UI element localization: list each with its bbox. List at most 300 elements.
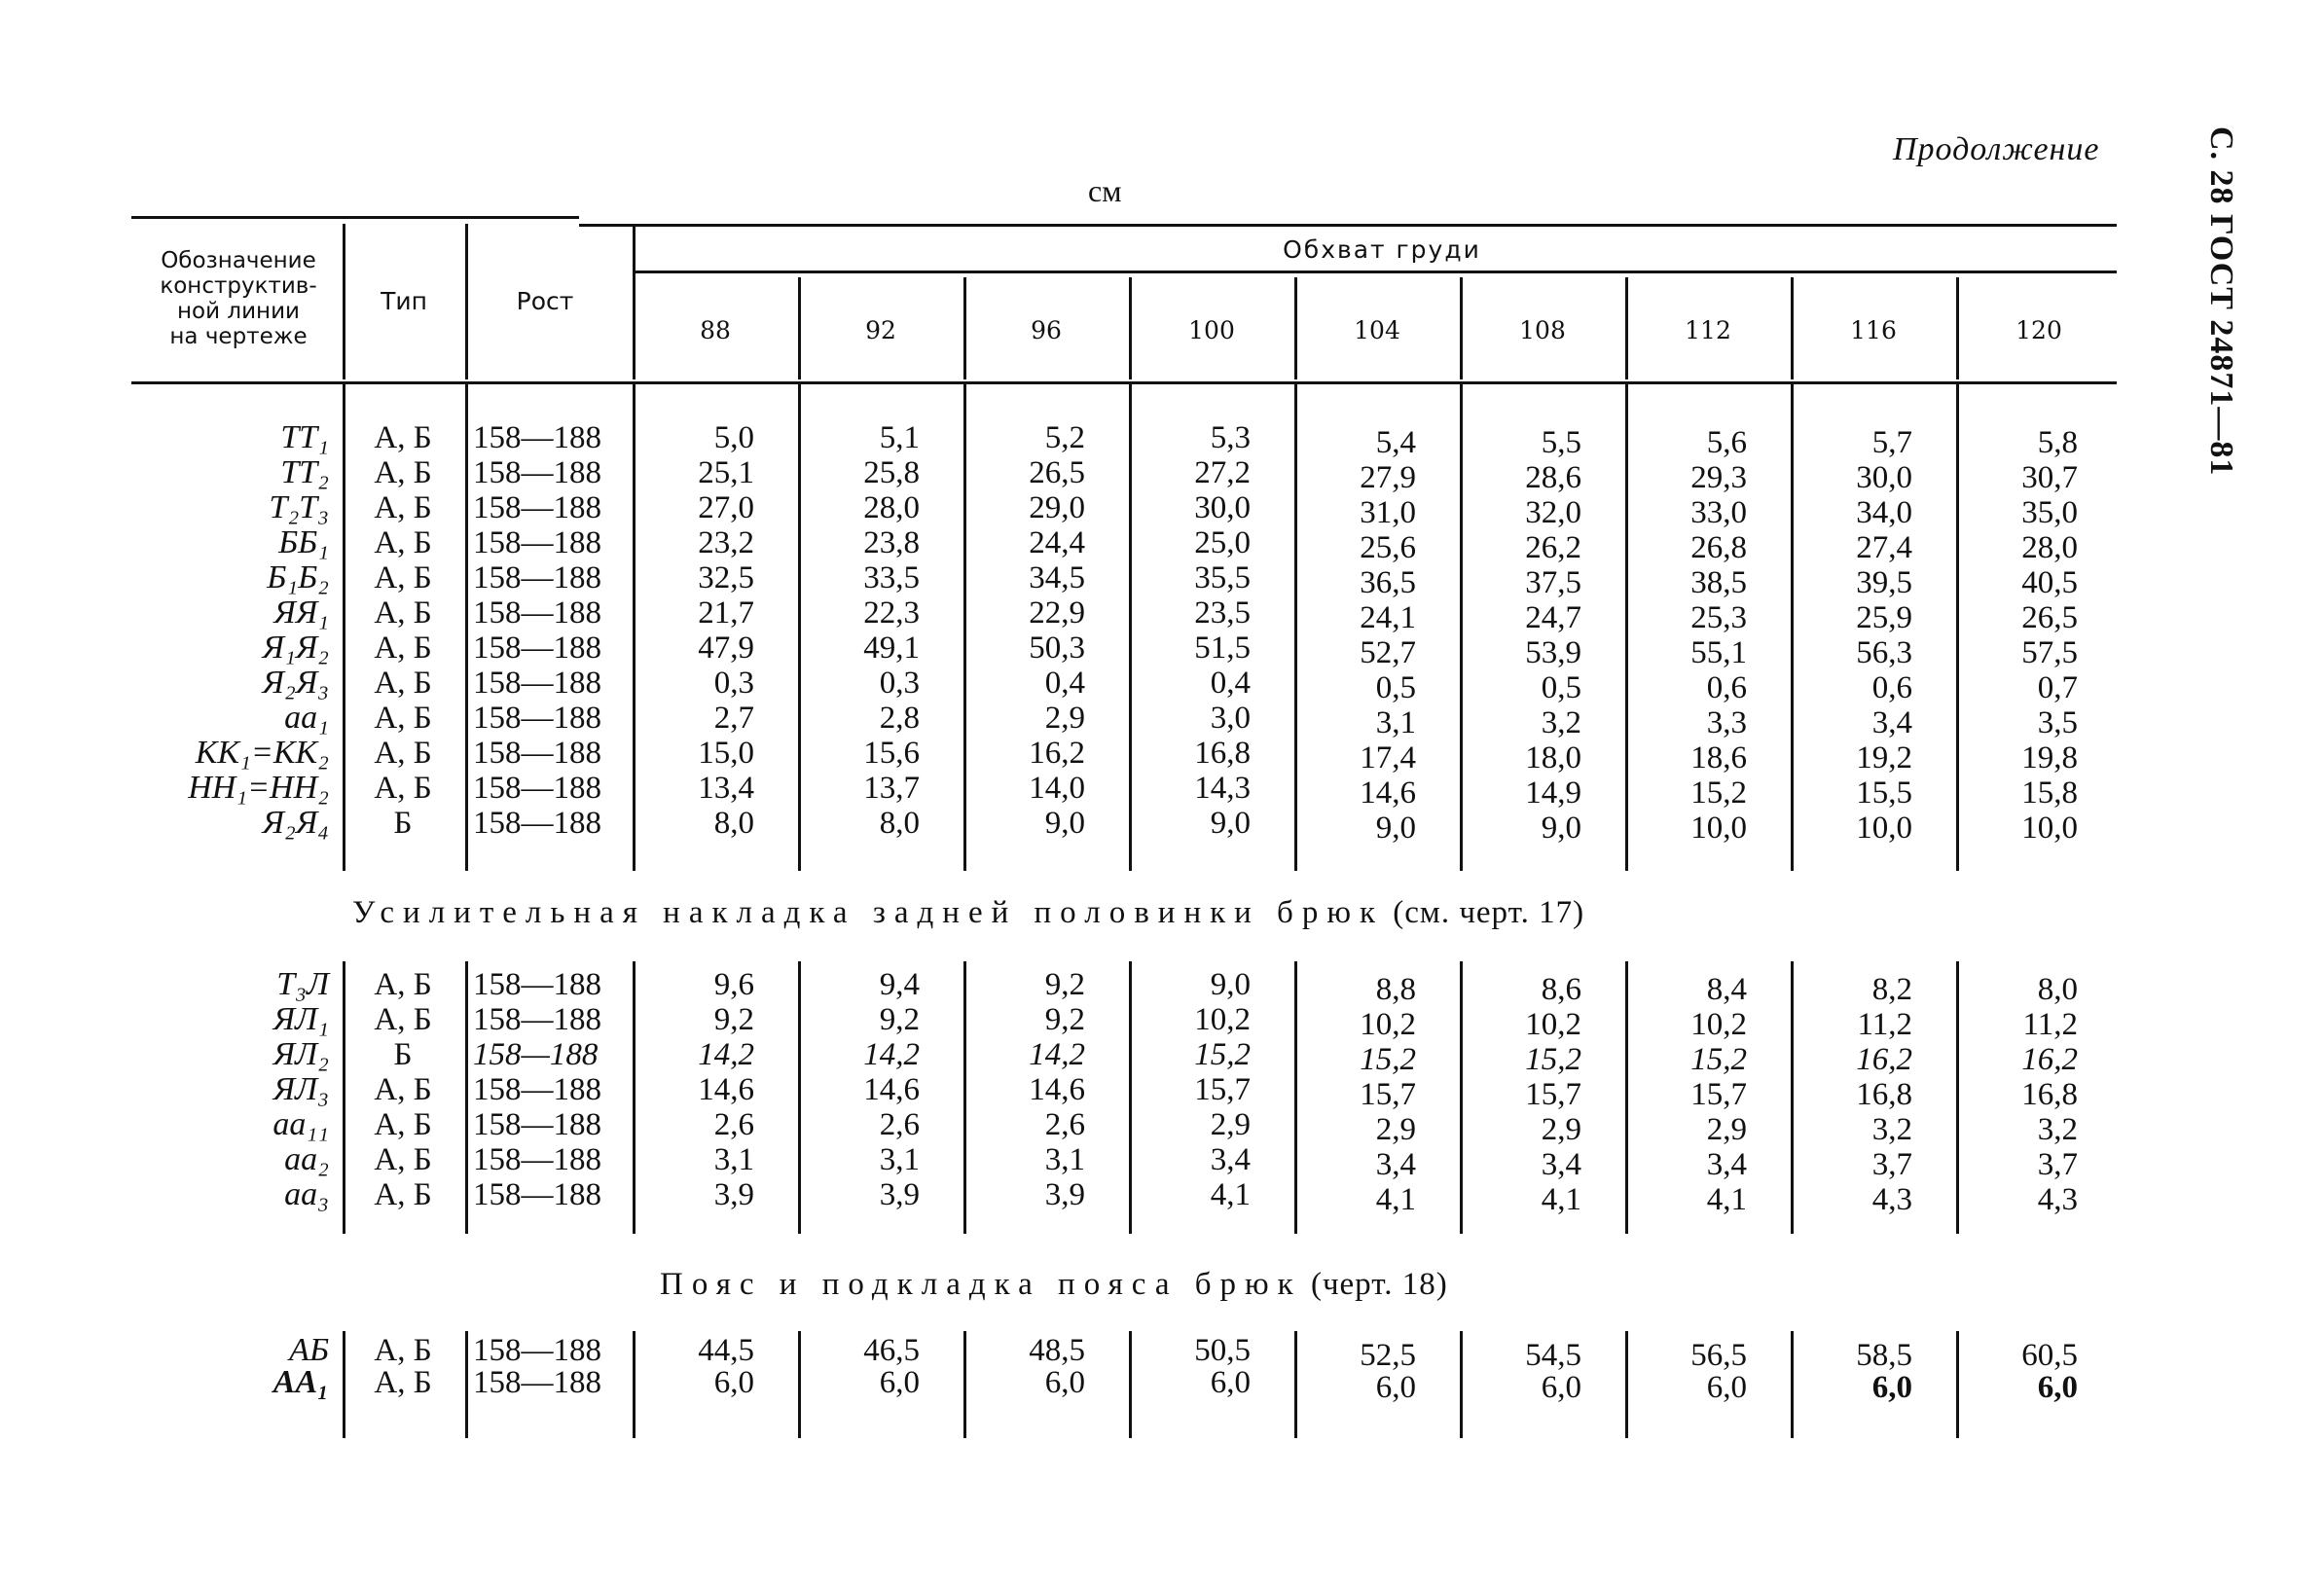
table-cell: 14,6	[1360, 775, 1416, 811]
table-cell: 15,2	[1690, 1042, 1747, 1077]
header-designation-line: на чертеже	[169, 324, 308, 349]
table-cell: 25,8	[863, 455, 920, 490]
table-cell: 9,0	[1210, 806, 1251, 841]
table-cell: 3,3	[1706, 705, 1747, 740]
row-height: 158—188	[473, 967, 601, 1002]
body-column-rule	[1460, 384, 1463, 871]
table-cell: 5,3	[1210, 420, 1251, 455]
table-cell: 57,5	[2021, 635, 2078, 670]
table-cell: 55,1	[1690, 635, 1747, 670]
row-type: А, Б	[374, 1107, 432, 1142]
table-cell: 29,0	[1029, 490, 1085, 525]
row-label: KK₁=KK₂	[195, 735, 329, 771]
table-cell: 9,0	[1375, 811, 1416, 846]
table-cell: 14,6	[863, 1072, 920, 1107]
table-cell: 33,0	[1690, 495, 1747, 530]
row-type: А, Б	[374, 1365, 432, 1400]
table-cell: 13,7	[863, 771, 920, 806]
table-cell: 15,8	[2021, 775, 2078, 811]
row-label: ЯЛ₁	[272, 1001, 329, 1037]
table-cell: 10,2	[1360, 1007, 1416, 1042]
table-cell: 44,5	[698, 1333, 754, 1368]
row-label: Я₂Я₃	[262, 665, 329, 701]
table-cell: 30,7	[2021, 460, 2078, 495]
table-cell: 9,2	[1044, 967, 1085, 1002]
table-cell: 26,8	[1690, 530, 1747, 565]
table-cell: 27,2	[1194, 455, 1251, 490]
table-cell: 10,2	[1525, 1007, 1581, 1042]
table-cell: 8,0	[879, 806, 920, 841]
table-cell: 27,0	[698, 490, 754, 525]
table-cell: 38,5	[1690, 565, 1747, 600]
table-cell: 60,5	[2021, 1338, 2078, 1373]
row-height: 158—188	[473, 560, 601, 595]
table-cell: 5,1	[879, 420, 920, 455]
table-cell: 3,2	[2037, 1112, 2078, 1147]
table-cell: 32,0	[1525, 495, 1581, 530]
table-cell: 3,4	[1210, 1142, 1251, 1177]
table-cell: 9,2	[713, 1002, 754, 1037]
body-column-rule	[963, 384, 966, 871]
table-cell: 0,5	[1541, 670, 1581, 705]
table-cell: 9,0	[1044, 806, 1085, 841]
row-label: aa₂	[284, 1141, 329, 1177]
row-label: ЯЛ₂	[272, 1036, 329, 1072]
table-cell: 32,5	[698, 560, 754, 595]
row-type: А, Б	[374, 420, 432, 455]
table-cell: 4,1	[1706, 1182, 1747, 1217]
header-type: Тип	[381, 287, 427, 315]
section-title-text: Усилительная накладка задней половинки брюк	[352, 895, 1385, 930]
row-label: АБ	[289, 1332, 329, 1368]
table-cell: 53,9	[1525, 635, 1581, 670]
table-cell: 9,2	[1044, 1002, 1085, 1037]
table-cell: 3,9	[879, 1177, 920, 1212]
table-cell: 26,2	[1525, 530, 1581, 565]
table-cell: 3,4	[1541, 1147, 1581, 1182]
table-cell: 4,1	[1541, 1182, 1581, 1217]
chest-size-header: 108	[1519, 316, 1566, 344]
table-cell: 5,6	[1706, 425, 1747, 460]
table-cell: 25,9	[1856, 600, 1912, 635]
row-height: 158—188	[473, 595, 601, 631]
row-type: А, Б	[374, 967, 432, 1002]
table-cell: 0,4	[1210, 666, 1251, 701]
header-column-rule	[1460, 277, 1463, 379]
row-type: А, Б	[374, 1333, 432, 1368]
table-cell: 15,6	[863, 736, 920, 771]
table-cell: 49,1	[863, 631, 920, 666]
table-cell: 23,8	[863, 525, 920, 560]
row-type: Б	[393, 1037, 413, 1072]
table-cell: 14,6	[1029, 1072, 1085, 1107]
table-cell: 48,5	[1029, 1333, 1085, 1368]
table-cell: 5,2	[1044, 420, 1085, 455]
table-cell: 30,0	[1194, 490, 1251, 525]
table-cell: 50,5	[1194, 1333, 1251, 1368]
table-cell: 27,9	[1360, 460, 1416, 495]
row-label: Я₁Я₂	[262, 630, 329, 666]
table-cell: 3,4	[1375, 1147, 1416, 1182]
table-cell: 11,2	[2022, 1007, 2078, 1042]
row-label: HH₁=HH₂	[188, 770, 329, 806]
table-cell: 15,0	[698, 736, 754, 771]
table-cell: 24,7	[1525, 600, 1581, 635]
row-type: А, Б	[374, 666, 432, 701]
header-designation	[136, 248, 341, 349]
table-cell: 23,2	[698, 525, 754, 560]
body-column-rule	[963, 1331, 966, 1438]
header-column-rule	[1129, 277, 1132, 379]
chest-size-header: 96	[1031, 316, 1062, 344]
table-cell: 28,0	[2021, 530, 2078, 565]
section-title	[352, 895, 1584, 931]
body-column-rule	[1791, 1331, 1794, 1438]
table-cell: 15,7	[1194, 1072, 1251, 1107]
table-cell: 6,0	[2037, 1370, 2078, 1405]
table-cell: 3,4	[1871, 705, 1912, 740]
table-cell: 15,7	[1360, 1077, 1416, 1112]
row-type: А, Б	[374, 1177, 432, 1212]
table-cell: 3,7	[2037, 1147, 2078, 1182]
table-cell: 6,0	[1375, 1370, 1416, 1405]
table-cell: 9,4	[879, 967, 920, 1002]
body-column-rule	[1129, 961, 1132, 1234]
table-cell: 19,2	[1856, 740, 1912, 775]
header-column-rule	[1294, 277, 1297, 379]
table-cell: 14,9	[1525, 775, 1581, 811]
table-cell: 40,5	[2021, 565, 2078, 600]
table-cell: 14,2	[863, 1037, 920, 1072]
body-column-rule	[1956, 384, 1959, 871]
table-cell: 2,6	[1044, 1107, 1085, 1142]
body-column-rule	[1129, 1331, 1132, 1438]
table-cell: 52,5	[1360, 1338, 1416, 1373]
table-cell: 0,5	[1375, 670, 1416, 705]
table-cell: 10,0	[1856, 811, 1912, 846]
table-cell: 3,0	[1210, 701, 1251, 736]
table-cell: 22,3	[863, 595, 920, 631]
row-label: ББ₁	[278, 524, 329, 560]
table-cell: 25,6	[1360, 530, 1416, 565]
header-height: Рост	[516, 287, 574, 315]
table-cell: 0,7	[2037, 670, 2078, 705]
table-cell: 25,0	[1194, 525, 1251, 560]
table-cell: 24,1	[1360, 600, 1416, 635]
row-height: 158—188	[473, 631, 601, 666]
row-height: 158—188	[473, 806, 601, 841]
table-cell: 22,9	[1029, 595, 1085, 631]
table-cell: 4,3	[2037, 1182, 2078, 1217]
table-cell: 9,2	[879, 1002, 920, 1037]
row-label: T₃Л	[276, 966, 329, 1002]
table-cell: 25,3	[1690, 600, 1747, 635]
table-cell: 51,5	[1194, 631, 1251, 666]
table-cell: 3,9	[1044, 1177, 1085, 1212]
header-column-rule	[633, 224, 635, 379]
table-cell: 15,5	[1856, 775, 1912, 811]
row-height: 158—188	[473, 701, 601, 736]
table-cell: 10,0	[2021, 811, 2078, 846]
body-column-rule	[1460, 961, 1463, 1234]
header-column-rule	[963, 277, 966, 379]
row-height: 158—188	[473, 1072, 601, 1107]
table-cell: 14,3	[1194, 771, 1251, 806]
row-height: 158—188	[473, 771, 601, 806]
table-cell: 0,6	[1706, 670, 1747, 705]
body-column-rule	[1791, 961, 1794, 1234]
section-title-text: Пояс и подкладка пояса брюк	[660, 1267, 1302, 1302]
table-cell: 5,7	[1871, 425, 1912, 460]
continued-label: Продолжение	[1893, 131, 2100, 167]
row-type: А, Б	[374, 560, 432, 595]
body-column-rule	[798, 1331, 801, 1438]
table-cell: 9,0	[1210, 967, 1251, 1002]
table-cell: 28,0	[863, 490, 920, 525]
table-cell: 9,6	[713, 967, 754, 1002]
table-cell: 2,8	[879, 701, 920, 736]
table-cell: 47,9	[698, 631, 754, 666]
body-column-rule	[1294, 961, 1297, 1234]
row-height: 158—188	[473, 1107, 601, 1142]
chest-group-rule	[633, 270, 2117, 273]
body-column-rule	[1625, 384, 1628, 871]
table-cell: 33,5	[863, 560, 920, 595]
table-cell: 34,0	[1856, 495, 1912, 530]
chest-size-header: 88	[700, 316, 731, 344]
table-cell: 14,6	[698, 1072, 754, 1107]
table-cell: 10,0	[1690, 811, 1747, 846]
row-height: 158—188	[473, 1365, 601, 1400]
body-column-rule	[343, 384, 345, 871]
table-cell: 0,4	[1044, 666, 1085, 701]
body-column-rule	[798, 384, 801, 871]
row-type: А, Б	[374, 771, 432, 806]
body-column-rule	[1956, 961, 1959, 1234]
table-cell: 6,0	[879, 1365, 920, 1400]
header-column-rule	[798, 277, 801, 379]
header-column-rule	[1956, 277, 1959, 379]
table-cell: 50,3	[1029, 631, 1085, 666]
table-cell: 52,7	[1360, 635, 1416, 670]
body-column-rule	[1625, 961, 1628, 1234]
row-label: aa₁₁	[272, 1106, 329, 1142]
table-cell: 2,9	[1706, 1112, 1747, 1147]
table-cell: 3,4	[1706, 1147, 1747, 1182]
table-cell: 16,2	[2021, 1042, 2078, 1077]
row-height: 158—188	[473, 1177, 601, 1212]
row-height: 158—188	[473, 490, 601, 525]
table-cell: 6,0	[1541, 1370, 1581, 1405]
table-cell: 3,2	[1541, 705, 1581, 740]
table-cell: 35,5	[1194, 560, 1251, 595]
table-cell: 13,4	[698, 771, 754, 806]
table-cell: 21,7	[698, 595, 754, 631]
body-column-rule	[343, 1331, 345, 1438]
body-column-rule	[1294, 384, 1297, 871]
table-cell: 8,0	[713, 806, 754, 841]
header-column-rule	[343, 224, 345, 379]
row-label: ЯЛ₃	[272, 1071, 329, 1107]
table-cell: 0,6	[1871, 670, 1912, 705]
body-column-rule	[1460, 1331, 1463, 1438]
table-cell: 58,5	[1856, 1338, 1912, 1373]
body-column-rule	[798, 961, 801, 1234]
table-cell: 11,2	[1857, 1007, 1912, 1042]
row-label: Б₁Б₂	[267, 559, 329, 595]
table-cell: 16,8	[2021, 1077, 2078, 1112]
table-cell: 19,8	[2021, 740, 2078, 775]
table-cell: 26,5	[1029, 455, 1085, 490]
table-cell: 14,0	[1029, 771, 1085, 806]
header-designation-line: ной линии	[177, 299, 300, 324]
table-cell: 6,0	[1044, 1365, 1085, 1400]
table-cell: 9,0	[1541, 811, 1581, 846]
table-cell: 36,5	[1360, 565, 1416, 600]
row-height: 158—188	[473, 420, 601, 455]
table-cell: 5,8	[2037, 425, 2078, 460]
chest-size-header: 104	[1354, 316, 1400, 344]
body-column-rule	[633, 961, 635, 1234]
body-column-rule	[633, 384, 635, 871]
row-type: А, Б	[374, 1002, 432, 1037]
row-height: 158—188	[473, 525, 601, 560]
table-cell: 15,2	[1360, 1042, 1416, 1077]
table-cell: 24,4	[1029, 525, 1085, 560]
table-cell: 16,2	[1856, 1042, 1912, 1077]
table-cell: 3,1	[1375, 705, 1416, 740]
body-column-rule	[1625, 1331, 1628, 1438]
row-label: T₂T₃	[269, 489, 329, 525]
table-cell: 39,5	[1856, 565, 1912, 600]
table-cell: 6,0	[1210, 1365, 1251, 1400]
table-cell: 46,5	[863, 1333, 920, 1368]
table-cell: 16,2	[1029, 736, 1085, 771]
table-cell: 6,0	[1706, 1370, 1747, 1405]
table-cell: 35,0	[2021, 495, 2078, 530]
table-cell: 23,5	[1194, 595, 1251, 631]
chest-size-header: 116	[1850, 316, 1897, 344]
header-column-rule	[1625, 277, 1628, 379]
header-bottom-rule	[131, 381, 2117, 384]
header-chest-group: Обхват груди	[1283, 235, 1481, 264]
table-cell: 2,9	[1375, 1112, 1416, 1147]
table-cell: 17,4	[1360, 740, 1416, 775]
table-cell: 5,0	[713, 420, 754, 455]
table-cell: 3,2	[1871, 1112, 1912, 1147]
chest-size-header: 100	[1188, 316, 1235, 344]
table-cell: 34,5	[1029, 560, 1085, 595]
body-column-rule	[1129, 384, 1132, 871]
table-cell: 6,0	[713, 1365, 754, 1400]
body-column-rule	[1956, 1331, 1959, 1438]
row-type: А, Б	[374, 1072, 432, 1107]
table-cell: 8,4	[1706, 972, 1747, 1007]
table-cell: 6,0	[1871, 1370, 1912, 1405]
body-column-rule	[1791, 384, 1794, 871]
table-cell: 2,9	[1044, 701, 1085, 736]
table-cell: 5,5	[1541, 425, 1581, 460]
table-cell: 25,1	[698, 455, 754, 490]
row-height: 158—188	[473, 1002, 601, 1037]
table-cell: 2,9	[1541, 1112, 1581, 1147]
table-cell: 8,8	[1375, 972, 1416, 1007]
table-cell: 5,4	[1375, 425, 1416, 460]
table-cell: 2,7	[713, 701, 754, 736]
header-designation-line: Обозначение	[161, 248, 316, 273]
table-cell: 4,3	[1871, 1182, 1912, 1217]
table-cell: 4,1	[1210, 1177, 1251, 1212]
table-cell: 30,0	[1856, 460, 1912, 495]
row-type: Б	[393, 806, 413, 841]
table-cell: 3,9	[713, 1177, 754, 1212]
table-cell: 56,3	[1856, 635, 1912, 670]
row-type: А, Б	[374, 701, 432, 736]
table-cell: 15,2	[1194, 1037, 1251, 1072]
row-height: 158—188	[473, 666, 601, 701]
table-cell: 16,8	[1856, 1077, 1912, 1112]
table-cell: 18,0	[1525, 740, 1581, 775]
table-cell: 8,0	[2037, 972, 2078, 1007]
table-cell: 14,2	[698, 1037, 754, 1072]
body-column-rule	[343, 961, 345, 1234]
section-title-ref: (см. черт. 17)	[1384, 895, 1585, 930]
table-cell: 10,2	[1194, 1002, 1251, 1037]
table-cell: 3,1	[879, 1142, 920, 1177]
table-cell: 15,7	[1525, 1077, 1581, 1112]
header-top-rule-right	[579, 224, 2117, 227]
unit-label: см	[1088, 173, 1122, 208]
row-type: А, Б	[374, 631, 432, 666]
table-cell: 29,3	[1690, 460, 1747, 495]
table-cell: 15,7	[1690, 1077, 1747, 1112]
table-cell: 14,2	[1029, 1037, 1085, 1072]
table-cell: 8,2	[1871, 972, 1912, 1007]
row-label: aa₃	[284, 1176, 329, 1212]
table-cell: 54,5	[1525, 1338, 1581, 1373]
row-label: TT₁	[280, 419, 329, 455]
header-column-rule	[1791, 277, 1794, 379]
table-cell: 8,6	[1541, 972, 1581, 1007]
body-column-rule	[1294, 1331, 1297, 1438]
table-cell: 0,3	[879, 666, 920, 701]
section-title	[660, 1267, 1448, 1303]
row-height: 158—188	[473, 1037, 599, 1072]
header-top-rule-left	[131, 216, 579, 219]
body-column-rule	[633, 1331, 635, 1438]
table-cell: 10,2	[1690, 1007, 1747, 1042]
table-cell: 2,6	[713, 1107, 754, 1142]
row-type: А, Б	[374, 490, 432, 525]
row-type: А, Б	[374, 455, 432, 490]
row-label: АА₁	[272, 1364, 329, 1400]
header-column-rule	[465, 224, 468, 379]
table-cell: 16,8	[1194, 736, 1251, 771]
row-type: А, Б	[374, 595, 432, 631]
chest-size-header: 112	[1685, 316, 1731, 344]
table-cell: 0,3	[713, 666, 754, 701]
header-designation-line: конструктив-	[160, 273, 317, 299]
row-height: 158—188	[473, 1142, 601, 1177]
table-cell: 56,5	[1690, 1338, 1747, 1373]
table-cell: 18,6	[1690, 740, 1747, 775]
row-type: А, Б	[374, 736, 432, 771]
table-cell: 37,5	[1525, 565, 1581, 600]
table-cell: 31,0	[1360, 495, 1416, 530]
row-type: А, Б	[374, 1142, 432, 1177]
row-height: 158—188	[473, 736, 601, 771]
table-cell: 4,1	[1375, 1182, 1416, 1217]
